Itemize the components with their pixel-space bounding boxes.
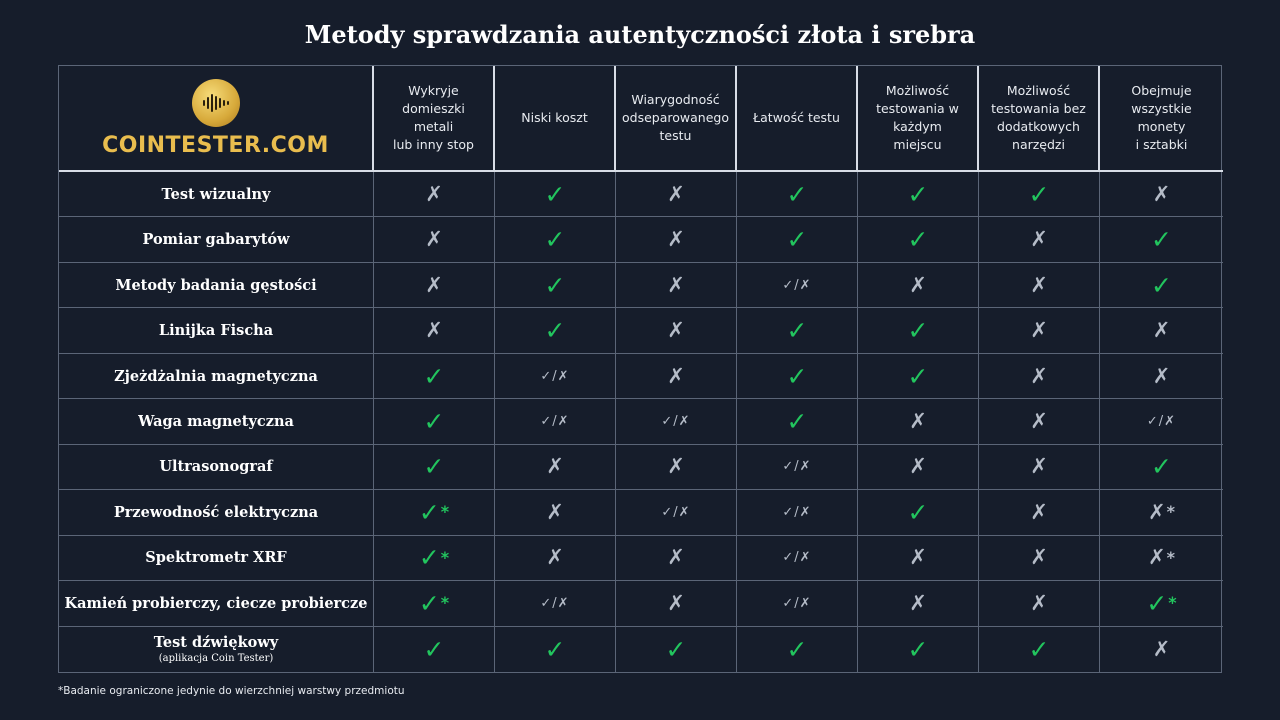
- table-cell: [858, 445, 979, 490]
- check-mark: ✓: [423, 452, 445, 482]
- table-cell: [858, 172, 979, 217]
- column-header: Wykryje domieszki metali lub inny stop: [374, 66, 495, 172]
- table-cell: [495, 263, 616, 308]
- check-mark: ✓: [786, 406, 808, 436]
- table-cell: [858, 399, 979, 444]
- table-cell: [737, 581, 858, 626]
- table-cell: [1100, 445, 1223, 490]
- cross-mark: ✗: [546, 454, 564, 479]
- cross-mark: ✗: [546, 499, 564, 524]
- table-cell: [1100, 399, 1223, 444]
- column-header: Łatwość testu: [737, 66, 858, 172]
- table-cell: [1100, 536, 1223, 581]
- cross-mark: ✗: [667, 272, 685, 297]
- footnote-asterisk: *: [1166, 502, 1175, 522]
- table-cell: [616, 581, 737, 626]
- row-label-text: Ultrasonograf: [159, 458, 273, 476]
- check-mark: ✓: [544, 316, 566, 346]
- footnote-asterisk: *: [440, 502, 450, 522]
- cross-mark: ✗: [1148, 545, 1166, 570]
- cross-mark: ✗: [425, 227, 443, 252]
- partial-mark: ✓/✗: [782, 277, 812, 293]
- cross-mark: ✗: [1030, 227, 1048, 252]
- table-cell: [858, 354, 979, 399]
- table-cell: [737, 399, 858, 444]
- footnote-asterisk: *: [1168, 593, 1177, 613]
- table-cell: [616, 263, 737, 308]
- table-cell: [737, 445, 858, 490]
- cross-mark: ✗: [909, 408, 927, 433]
- table-cell: [374, 627, 495, 672]
- row-label: [59, 308, 374, 353]
- row-label-text: Przewodność elektryczna: [113, 503, 319, 521]
- row-label-text: Linijka Fischa: [158, 322, 274, 340]
- cross-mark: ✗: [546, 545, 564, 570]
- table-cell: [616, 445, 737, 490]
- check-mark: ✓: [423, 634, 445, 664]
- check-mark: ✓: [423, 361, 445, 391]
- cross-mark: ✗: [667, 545, 685, 570]
- check-mark: ✓: [544, 270, 566, 300]
- table-cell: [495, 399, 616, 444]
- table-cell: [616, 217, 737, 262]
- table-cell: [858, 217, 979, 262]
- table-cell: [737, 627, 858, 672]
- check-mark: ✓: [418, 497, 440, 527]
- row-label: [59, 581, 374, 626]
- table-cell: [495, 217, 616, 262]
- table-cell: [858, 627, 979, 672]
- partial-mark: ✓/✗: [782, 459, 812, 475]
- table-cell: [374, 581, 495, 626]
- check-mark: ✓: [423, 406, 445, 436]
- table-cell: [374, 445, 495, 490]
- logo-text: COINTESTER.COM: [102, 132, 329, 158]
- column-header: Możliwość testowania w każdym miejscu: [858, 66, 979, 172]
- footnote-asterisk: *: [440, 593, 450, 613]
- check-mark: ✓: [907, 316, 929, 346]
- check-mark: ✓: [1151, 270, 1172, 300]
- table-cell: [1100, 627, 1223, 672]
- column-header: Niski koszt: [495, 66, 616, 172]
- table-cell: [858, 490, 979, 535]
- table-cell: [858, 263, 979, 308]
- table-cell: [374, 263, 495, 308]
- row-label-text: Metody badania gęstości: [115, 276, 317, 294]
- row-label-text: Spektrometr XRF: [145, 549, 287, 567]
- row-label: [59, 217, 374, 262]
- table-cell: [374, 217, 495, 262]
- table-cell: [374, 536, 495, 581]
- check-mark: ✓: [786, 316, 808, 346]
- cross-mark: ✗: [1030, 408, 1048, 433]
- check-mark: ✓: [907, 497, 929, 527]
- column-header: Obejmuje wszystkie monety i sztabki: [1100, 66, 1223, 172]
- table-cell: [737, 354, 858, 399]
- partial-mark: ✓/✗: [661, 413, 691, 429]
- check-mark: ✓: [544, 225, 566, 255]
- cross-mark: ✗: [667, 181, 685, 206]
- cross-mark: ✗: [667, 227, 685, 252]
- check-mark: ✓: [544, 634, 566, 664]
- row-label-text: Waga magnetyczna: [138, 412, 294, 430]
- cross-mark: ✗: [1030, 590, 1048, 615]
- row-label-text: Pomiar gabarytów: [142, 231, 290, 249]
- cross-mark: ✗: [1030, 499, 1048, 524]
- table-cell: [1100, 217, 1223, 262]
- table-cell: [737, 172, 858, 217]
- table-cell: [979, 536, 1100, 581]
- cross-mark: ✗: [1152, 318, 1171, 343]
- cross-mark: ✗: [1030, 545, 1048, 570]
- check-mark: ✓: [907, 361, 929, 391]
- table-cell: [979, 263, 1100, 308]
- row-label: [59, 354, 374, 399]
- table-cell: [374, 490, 495, 535]
- check-mark: ✓: [907, 634, 929, 664]
- check-mark: ✓: [1028, 179, 1050, 209]
- column-header: Możliwość testowania bez dodatkowych narzędzi: [979, 66, 1100, 172]
- table-cell: [1100, 263, 1223, 308]
- cross-mark: ✗: [425, 272, 443, 297]
- cross-mark: ✗: [667, 318, 685, 343]
- table-cell: [495, 581, 616, 626]
- soundwave-icon: [192, 79, 240, 127]
- row-label: [59, 263, 374, 308]
- table-cell: [616, 536, 737, 581]
- table-cell: [979, 217, 1100, 262]
- table-cell: [616, 399, 737, 444]
- table-cell: [495, 172, 616, 217]
- row-label: [59, 490, 374, 535]
- check-mark: ✓: [1151, 225, 1172, 255]
- table-cell: [374, 308, 495, 353]
- cross-mark: ✗: [1152, 181, 1171, 206]
- page-title: Metody sprawdzania autentyczności złota i srebra: [304, 20, 976, 49]
- table-cell: [737, 308, 858, 353]
- table-cell: [374, 172, 495, 217]
- table-cell: [979, 308, 1100, 353]
- cross-mark: ✗: [1030, 318, 1048, 343]
- partial-mark: ✓/✗: [782, 550, 812, 566]
- table-cell: [979, 627, 1100, 672]
- cross-mark: ✗: [1148, 499, 1166, 524]
- table-cell: [495, 445, 616, 490]
- table-cell: [495, 627, 616, 672]
- table-cell: [495, 354, 616, 399]
- check-mark: ✓: [786, 179, 808, 209]
- table-cell: [616, 627, 737, 672]
- partial-mark: ✓/✗: [540, 595, 570, 611]
- row-label-text: Zjeżdżalnia magnetyczna: [114, 367, 318, 385]
- table-cell: [737, 263, 858, 308]
- footnote-asterisk: *: [1166, 547, 1175, 567]
- row-sublabel: (aplikacja Coin Tester): [158, 653, 274, 665]
- table-cell: [737, 217, 858, 262]
- table-cell: [979, 581, 1100, 626]
- cross-mark: ✗: [1030, 454, 1048, 479]
- check-mark: ✓: [786, 634, 808, 664]
- table-cell: [374, 399, 495, 444]
- check-mark: ✓: [418, 588, 440, 618]
- row-label: [59, 445, 374, 490]
- table-cell: [979, 445, 1100, 490]
- cross-mark: ✗: [909, 545, 927, 570]
- check-mark: ✓: [786, 225, 808, 255]
- table-cell: [495, 308, 616, 353]
- table-cell: [737, 490, 858, 535]
- table-cell: [495, 536, 616, 581]
- check-mark: ✓: [907, 225, 929, 255]
- table-cell: [616, 308, 737, 353]
- partial-mark: ✓/✗: [1146, 413, 1177, 429]
- cross-mark: ✗: [909, 454, 927, 479]
- row-label: [59, 627, 374, 672]
- cross-mark: ✗: [667, 590, 685, 615]
- check-mark: ✓: [1146, 588, 1168, 618]
- cross-mark: ✗: [1152, 636, 1171, 661]
- check-mark: ✓: [786, 361, 808, 391]
- table-cell: [858, 536, 979, 581]
- check-mark: ✓: [418, 543, 440, 573]
- table-cell: [616, 490, 737, 535]
- partial-mark: ✓/✗: [661, 504, 691, 520]
- table-cell: [374, 354, 495, 399]
- table-cell: [616, 172, 737, 217]
- row-label-text: Test dźwiękowy: [153, 634, 279, 652]
- cross-mark: ✗: [1152, 363, 1171, 388]
- partial-mark: ✓/✗: [782, 504, 812, 520]
- table-cell: [979, 490, 1100, 535]
- table-cell: [979, 399, 1100, 444]
- cross-mark: ✗: [909, 272, 927, 297]
- partial-mark: ✓/✗: [782, 595, 812, 611]
- cross-mark: ✗: [425, 318, 443, 343]
- logo: [59, 66, 374, 172]
- check-mark: ✓: [665, 634, 687, 664]
- check-mark: ✓: [544, 179, 566, 209]
- table-cell: [979, 354, 1100, 399]
- row-label: [59, 399, 374, 444]
- table-cell: [495, 490, 616, 535]
- cross-mark: ✗: [1030, 363, 1048, 388]
- footnote-asterisk: *: [440, 547, 450, 567]
- row-label: [59, 172, 374, 217]
- table-cell: [979, 172, 1100, 217]
- check-mark: ✓: [1028, 634, 1050, 664]
- cross-mark: ✗: [667, 454, 685, 479]
- table-cell: [1100, 354, 1223, 399]
- check-mark: ✓: [1151, 452, 1172, 482]
- partial-mark: ✓/✗: [540, 413, 570, 429]
- table-cell: [858, 308, 979, 353]
- table-cell: [1100, 490, 1223, 535]
- cross-mark: ✗: [1030, 272, 1048, 297]
- row-label: [59, 536, 374, 581]
- cross-mark: ✗: [909, 590, 927, 615]
- cross-mark: ✗: [425, 181, 443, 206]
- partial-mark: ✓/✗: [540, 368, 570, 384]
- table-cell: [737, 536, 858, 581]
- table-cell: [1100, 172, 1223, 217]
- footnote: *Badanie ograniczone jedynie do wierzchniej warstwy przedmiotu: [58, 685, 405, 697]
- table-cell: [1100, 308, 1223, 353]
- comparison-table: [58, 65, 1222, 673]
- column-header: Wiarygodność odseparowanego testu: [616, 66, 737, 172]
- check-mark: ✓: [907, 179, 929, 209]
- table-cell: [1100, 581, 1223, 626]
- cross-mark: ✗: [667, 363, 685, 388]
- row-label-text: Test wizualny: [161, 185, 271, 203]
- row-label-text: Kamień probierczy, ciecze probiercze: [64, 594, 368, 612]
- table-cell: [616, 354, 737, 399]
- table-cell: [858, 581, 979, 626]
